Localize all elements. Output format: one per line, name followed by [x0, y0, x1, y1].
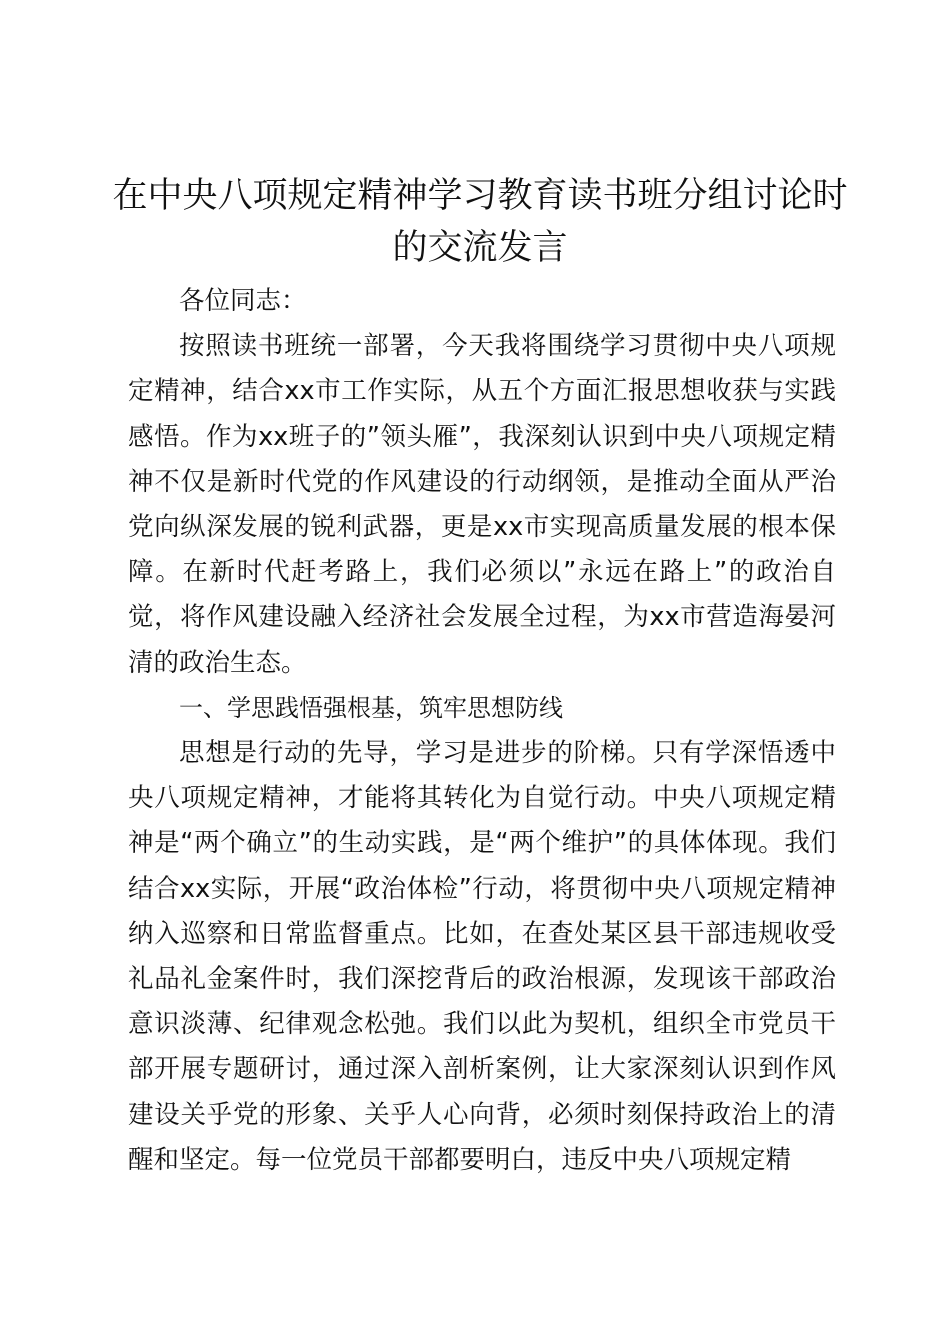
salutation: 各位同志： [179, 286, 307, 316]
intro-paragraph: 按照读书班统一部署，今天我将围绕学习贯彻中央八项规定精神，结合xx市工作实际，从五个方面汇报思想收获与实践感悟。作为xx班子的”领头雁”，我深刻认识到中央八项规定精神不仅是新时代党的作风建设的行动纲领，是推动全面从严治党向纵深发展的锐利武器，更是xx市实现高质量发展的根本保障。在新时代赶考路上，我们必须以”永远在路上”的政治自觉，将作风建设融入经济社会发展全过程，为xx市营造海晏河清的政治生态。 [128, 331, 836, 678]
document-body [128, 279, 836, 1183]
section-paragraph: 思想是行动的先导，学习是进步的阶梯。只有学深悟透中央八项规定精神，才能将其转化为自觉行动。中央八项规定精神是“两个确立”的生动实践，是“两个维护”的具体体现。我们结合xx实际，开展“政治体检”行动，将贯彻中央八项规定精神纳入巡察和日常监督重点。比如，在查处某区县干部违规收受礼品礼金案件时，我们深挖背后的政治根源，发现该干部政治意识淡薄、纪律观念松弛。我们以此为契机，组织全市党员干部开展专题研讨，通过深入剖析案例，让大家深刻认识到作风建设关乎党的形象、关乎人心向背，必须时刻保持政治上的清醒和坚定。每一位党员干部都要明白，违反中央八项规定精 [128, 738, 836, 1175]
document-title: 在中央八项规定精神学习教育读书班分组讨论时的交流发言 [112, 176, 848, 268]
section-heading: 一、学思践悟强根基，筑牢思想防线 [179, 693, 563, 722]
